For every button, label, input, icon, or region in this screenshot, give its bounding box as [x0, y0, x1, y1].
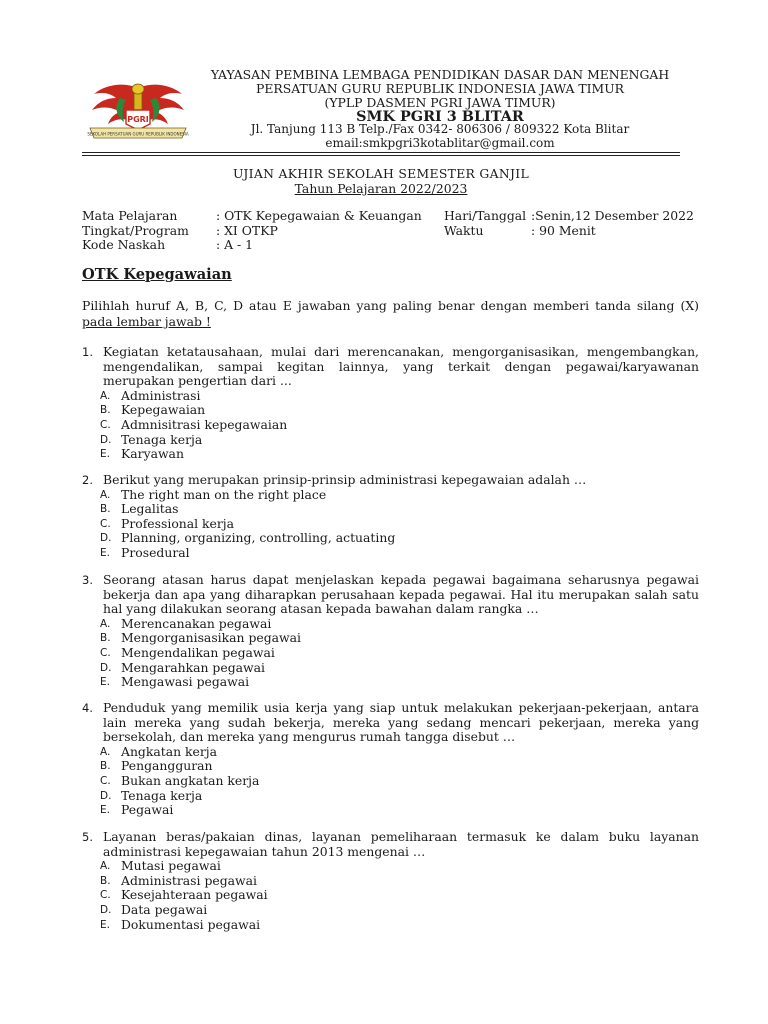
option-c[interactable]: C. Admnisitrasi kepegawaian — [100, 416, 288, 432]
option-list — [82, 617, 699, 690]
school-name: SMK PGRI 3 BLITAR — [356, 108, 524, 125]
question-5 — [82, 830, 699, 932]
option-d[interactable]: D. Data pegawai — [100, 901, 208, 917]
question-number: 3. — [82, 573, 93, 587]
section-title: OTK Kepegawaian — [82, 266, 232, 283]
time-label: Waktu — [444, 223, 484, 238]
time-value: : 90 Menit — [531, 223, 596, 238]
header-divider-thin — [82, 155, 680, 156]
option-b[interactable]: B. Pengangguran — [100, 758, 213, 774]
header-divider — [82, 152, 680, 153]
association-name: PERSATUAN GURU REPUBLIK INDONESIA JAWA TIMUR — [256, 81, 624, 96]
option-d[interactable]: D. Planning, organizing, controlling, actuating — [100, 530, 396, 546]
question-number: 5. — [82, 830, 93, 844]
question-text: Berikut yang merupakan prinsip-prinsip administrasi kepegawaian adalah … — [103, 472, 587, 487]
option-e[interactable]: E. Karyawan — [100, 446, 184, 462]
option-c[interactable]: C. Professional kerja — [100, 515, 235, 531]
option-c[interactable]: C. Bukan angkatan kerja — [100, 772, 260, 788]
option-d[interactable]: D. Tenaga kerja — [100, 787, 203, 803]
option-a[interactable]: A. Angkatan kerja — [100, 743, 218, 759]
date-label: Hari/Tanggal — [444, 208, 527, 223]
logo-text: PGRI — [127, 115, 149, 124]
question-text: Penduduk yang memilik usia kerja yang siap untuk melakukan pekerjaan-pekerjaan, antara lain mereka yang sudah bekerja, mereka yang sedang mencari pekerjaan, mereka yang bersekolah, dan mereka yang mengurus rumah tangga disebut … — [103, 700, 699, 745]
option-e[interactable]: E. Prosedural — [100, 544, 190, 560]
question-2 — [82, 473, 699, 561]
option-list — [82, 859, 699, 932]
program-value: : XI OTKP — [216, 223, 278, 238]
instructions: Pilihlah huruf A, B, C, D atau E jawaban yang paling benar dengan memberi tanda silang (X) pada lembar jawab ! — [82, 298, 699, 329]
logo-ribbon-text: SEKOLAH PERSATUAN GURU REPUBLIK INDONESIA — [87, 131, 189, 137]
option-e[interactable]: E. Mengawasi pegawai — [100, 674, 250, 690]
option-b[interactable]: B. Kepegawaian — [100, 402, 206, 418]
question-number: 1. — [82, 345, 93, 359]
option-list — [82, 389, 699, 462]
subject-label: Mata Pelajaran — [82, 208, 178, 223]
option-list — [82, 488, 699, 561]
option-a[interactable]: A. Merencanakan pegawai — [100, 615, 272, 631]
option-e[interactable]: E. Dokumentasi pegawai — [100, 916, 261, 932]
option-b[interactable]: B. Legalitas — [100, 501, 179, 517]
option-a[interactable]: A. Administrasi — [100, 387, 201, 403]
option-a[interactable]: A. Mutasi pegawai — [100, 858, 221, 874]
question-number: 2. — [82, 473, 93, 487]
program-label: Tingkat/Program — [82, 223, 189, 238]
foundation-name: YAYASAN PEMBINA LEMBAGA PENDIDIKAN DASAR DAN MENENGAH — [210, 67, 670, 82]
association-abbr: (YPLP DASMEN PGRI JAWA TIMUR) — [324, 95, 556, 110]
option-c[interactable]: C. Kesejahteraan pegawai — [100, 887, 268, 903]
option-b[interactable]: B. Administrasi pegawai — [100, 872, 257, 888]
question-text: Kegiatan ketatausahaan, mulai dari merencanakan, mengorganisasikan, mengembangkan, mengendalikan, sampai kegitan lainnya, yang terkait dengan pegawai/karyawanan merupakan pengertian dari ... — [103, 344, 699, 389]
question-4 — [82, 701, 699, 818]
question-text: Layanan beras/pakaian dinas, layanan pemeliharaan termasuk ke dalam buku layanan administrasi kepegawaian tahun 2013 mengenai … — [103, 829, 699, 859]
exam-title: UJIAN AKHIR SEKOLAH SEMESTER GANJIL — [232, 166, 530, 181]
question-text: Seorang atasan harus dapat menjelaskan kepada pegawai bagaimana seharusnya pegawai bekerja dan apa yang diharapkan perusahaan kepada pegawai. Hal itu merupakan salah satu hal yang dilakukan seorang atasan kepada bawahan dalam rangka … — [103, 572, 699, 617]
question-1 — [82, 345, 699, 462]
option-list — [82, 745, 699, 818]
code-value: : A - 1 — [216, 237, 254, 252]
date-value: :Senin,12 Desember 2022 — [531, 208, 694, 223]
question-number: 4. — [82, 701, 93, 715]
pgri-logo-icon — [84, 80, 192, 142]
option-c[interactable]: C. Mengendalikan pegawai — [100, 644, 275, 660]
option-d[interactable]: D. Tenaga kerja — [100, 431, 203, 447]
option-d[interactable]: D. Mengarahkan pegawai — [100, 659, 265, 675]
school-email: email:smkpgri3kotablitar@gmail.com — [325, 136, 555, 150]
subject-value: : OTK Kepegawaian & Keuangan — [216, 208, 422, 223]
question-3 — [82, 573, 699, 690]
exam-year: Tahun Pelajaran 2022/2023 — [294, 181, 468, 196]
code-label: Kode Naskah — [82, 237, 166, 252]
option-a[interactable]: A. The right man on the right place — [100, 486, 327, 502]
option-b[interactable]: B. Mengorganisasikan pegawai — [100, 630, 301, 646]
option-e[interactable]: E. Pegawai — [100, 802, 174, 818]
school-address: Jl. Tanjung 113 B Telp./Fax 0342- 806306 / 809322 Kota Blitar — [250, 122, 630, 136]
